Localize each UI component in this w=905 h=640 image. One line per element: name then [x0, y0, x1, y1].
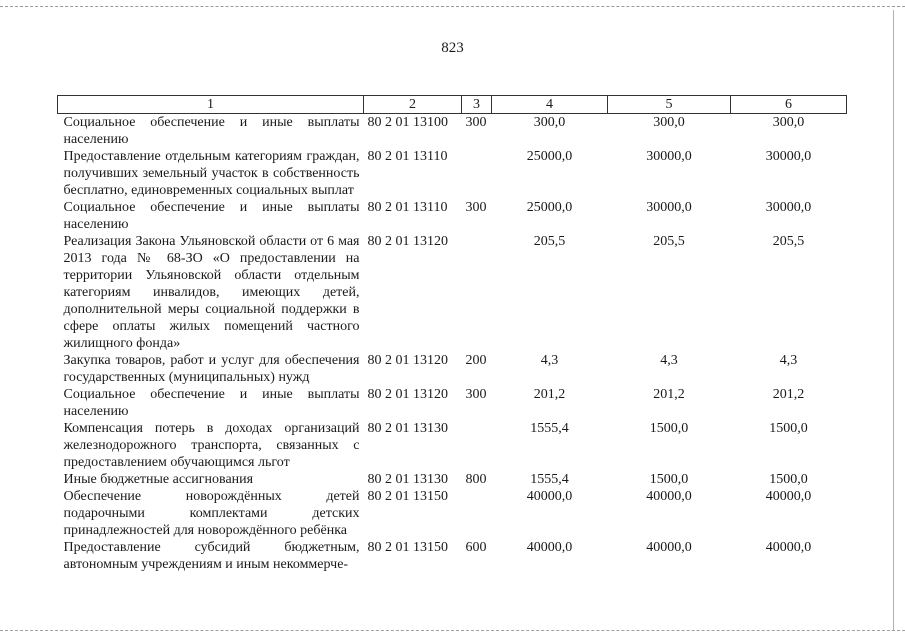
row-name: Предоставление отдельным категориям граждан, получивших земельный участок в собственность бесплатно, единовременных социальных выплат: [63, 149, 360, 198]
header-row: [58, 96, 847, 114]
row-name: Иные бюджетные ассигнования: [63, 472, 254, 487]
row-expense-type: 300: [465, 115, 487, 130]
page-right-edge: [893, 10, 894, 630]
row-value-2: 1500,0: [649, 472, 689, 487]
row-value-2: 300,0: [653, 115, 685, 130]
row-value-2: 205,5: [653, 234, 685, 249]
table-row: [58, 488, 847, 539]
header-col-3: 3: [462, 96, 492, 114]
row-value-1: 40000,0: [526, 540, 573, 555]
row-code: 80 2 01 13150: [367, 540, 448, 555]
table-row: [58, 471, 847, 488]
row-value-3: 300,0: [772, 115, 805, 130]
row-value-2: 1500,0: [649, 421, 689, 436]
row-value-1: 1555,4: [530, 421, 569, 436]
page-number: 823: [441, 40, 464, 56]
header-col-4: 4: [492, 96, 608, 114]
row-value-2: 40000,0: [646, 540, 692, 555]
row-value-3: 4,3: [779, 353, 798, 368]
row-code: 80 2 01 13110: [367, 200, 448, 215]
row-code: 80 2 01 13100: [367, 115, 448, 130]
row-expense-type: 800: [465, 472, 487, 487]
row-value-2: 40000,0: [646, 489, 692, 504]
row-expense-type: 200: [465, 353, 487, 368]
row-value-3: 205,5: [772, 234, 805, 249]
row-value-3: 1500,0: [769, 421, 808, 436]
row-value-1: 1555,4: [530, 472, 569, 487]
row-expense-type: 300: [465, 387, 487, 402]
table-row: [58, 148, 847, 199]
row-name: Предоставление субсидий бюджетным, автономным учреждениям и иным некоммерче-: [63, 540, 360, 572]
row-value-2: 201,2: [653, 387, 685, 402]
row-code: 80 2 01 13110: [367, 149, 448, 164]
row-expense-type: 300: [465, 200, 487, 215]
row-code: 80 2 01 13130: [367, 472, 448, 487]
header-col-5: 5: [608, 96, 731, 114]
row-name: Компенсация потерь в доходах организаций железнодорожного транспорта, связанных с предоставлением обучающимся льгот: [63, 421, 360, 470]
header-col-2: 2: [364, 96, 462, 114]
table-row: [58, 352, 847, 386]
row-code: 80 2 01 13150: [367, 489, 448, 504]
row-expense-type: [462, 148, 492, 199]
row-value-2: 4,3: [660, 353, 678, 368]
row-value-1: 201,2: [533, 387, 566, 402]
row-value-1: 4,3: [540, 353, 559, 368]
row-value-3: 201,2: [772, 387, 805, 402]
row-value-1: 205,5: [533, 234, 566, 249]
row-value-3: 40000,0: [765, 540, 812, 555]
page-bottom-edge: [0, 630, 905, 631]
table-header: [58, 96, 847, 114]
row-name: Социальное обеспечение и иные выплаты населению: [63, 115, 360, 147]
row-expense-type: [462, 233, 492, 352]
row-name: Реализация Закона Ульяновской области от 6 мая 2013 года № 68-ЗО «О предоставлении на территории Ульяновской области отдельным категориям инвалидов, имеющих детей, дополнительной меры социальной поддержки в сфере оплаты жилых помещений частного жилищного фонда»: [63, 234, 360, 351]
row-expense-type: 600: [465, 540, 487, 555]
row-value-3: 30000,0: [765, 149, 812, 164]
row-code: 80 2 01 13120: [367, 387, 448, 402]
row-code: 80 2 01 13120: [367, 234, 448, 249]
row-value-2: 30000,0: [646, 200, 692, 215]
row-code: 80 2 01 13130: [367, 421, 448, 436]
table-row: [58, 114, 847, 149]
table-row: [58, 539, 847, 573]
page-top-edge: [0, 6, 905, 7]
row-value-2: 30000,0: [646, 149, 692, 164]
row-value-3: 1500,0: [769, 472, 808, 487]
row-value-3: 30000,0: [765, 200, 812, 215]
row-expense-type: [462, 488, 492, 539]
row-name: Обеспечение новорождённых детей подарочными комплектами детских принадлежностей для новорождённого ребёнка: [63, 489, 360, 538]
table-row: [58, 420, 847, 471]
table-body: [58, 114, 847, 574]
table-row: [58, 386, 847, 420]
row-name: Социальное обеспечение и иные выплаты населению: [63, 200, 360, 232]
header-col-1: 1: [58, 96, 364, 114]
table-row: [58, 199, 847, 233]
row-name: Закупка товаров, работ и услуг для обеспечения государственных (муниципальных) нужд: [63, 353, 360, 385]
row-value-3: 40000,0: [765, 489, 812, 504]
row-value-1: 25000,0: [526, 200, 573, 215]
row-value-1: 300,0: [533, 115, 566, 130]
row-expense-type: [462, 420, 492, 471]
table-row: [58, 233, 847, 352]
header-col-6: 6: [731, 96, 847, 114]
row-code: 80 2 01 13120: [367, 353, 448, 368]
budget-table: [57, 95, 847, 573]
row-value-1: 25000,0: [526, 149, 573, 164]
row-value-1: 40000,0: [526, 489, 573, 504]
row-name: Социальное обеспечение и иные выплаты населению: [63, 387, 360, 419]
